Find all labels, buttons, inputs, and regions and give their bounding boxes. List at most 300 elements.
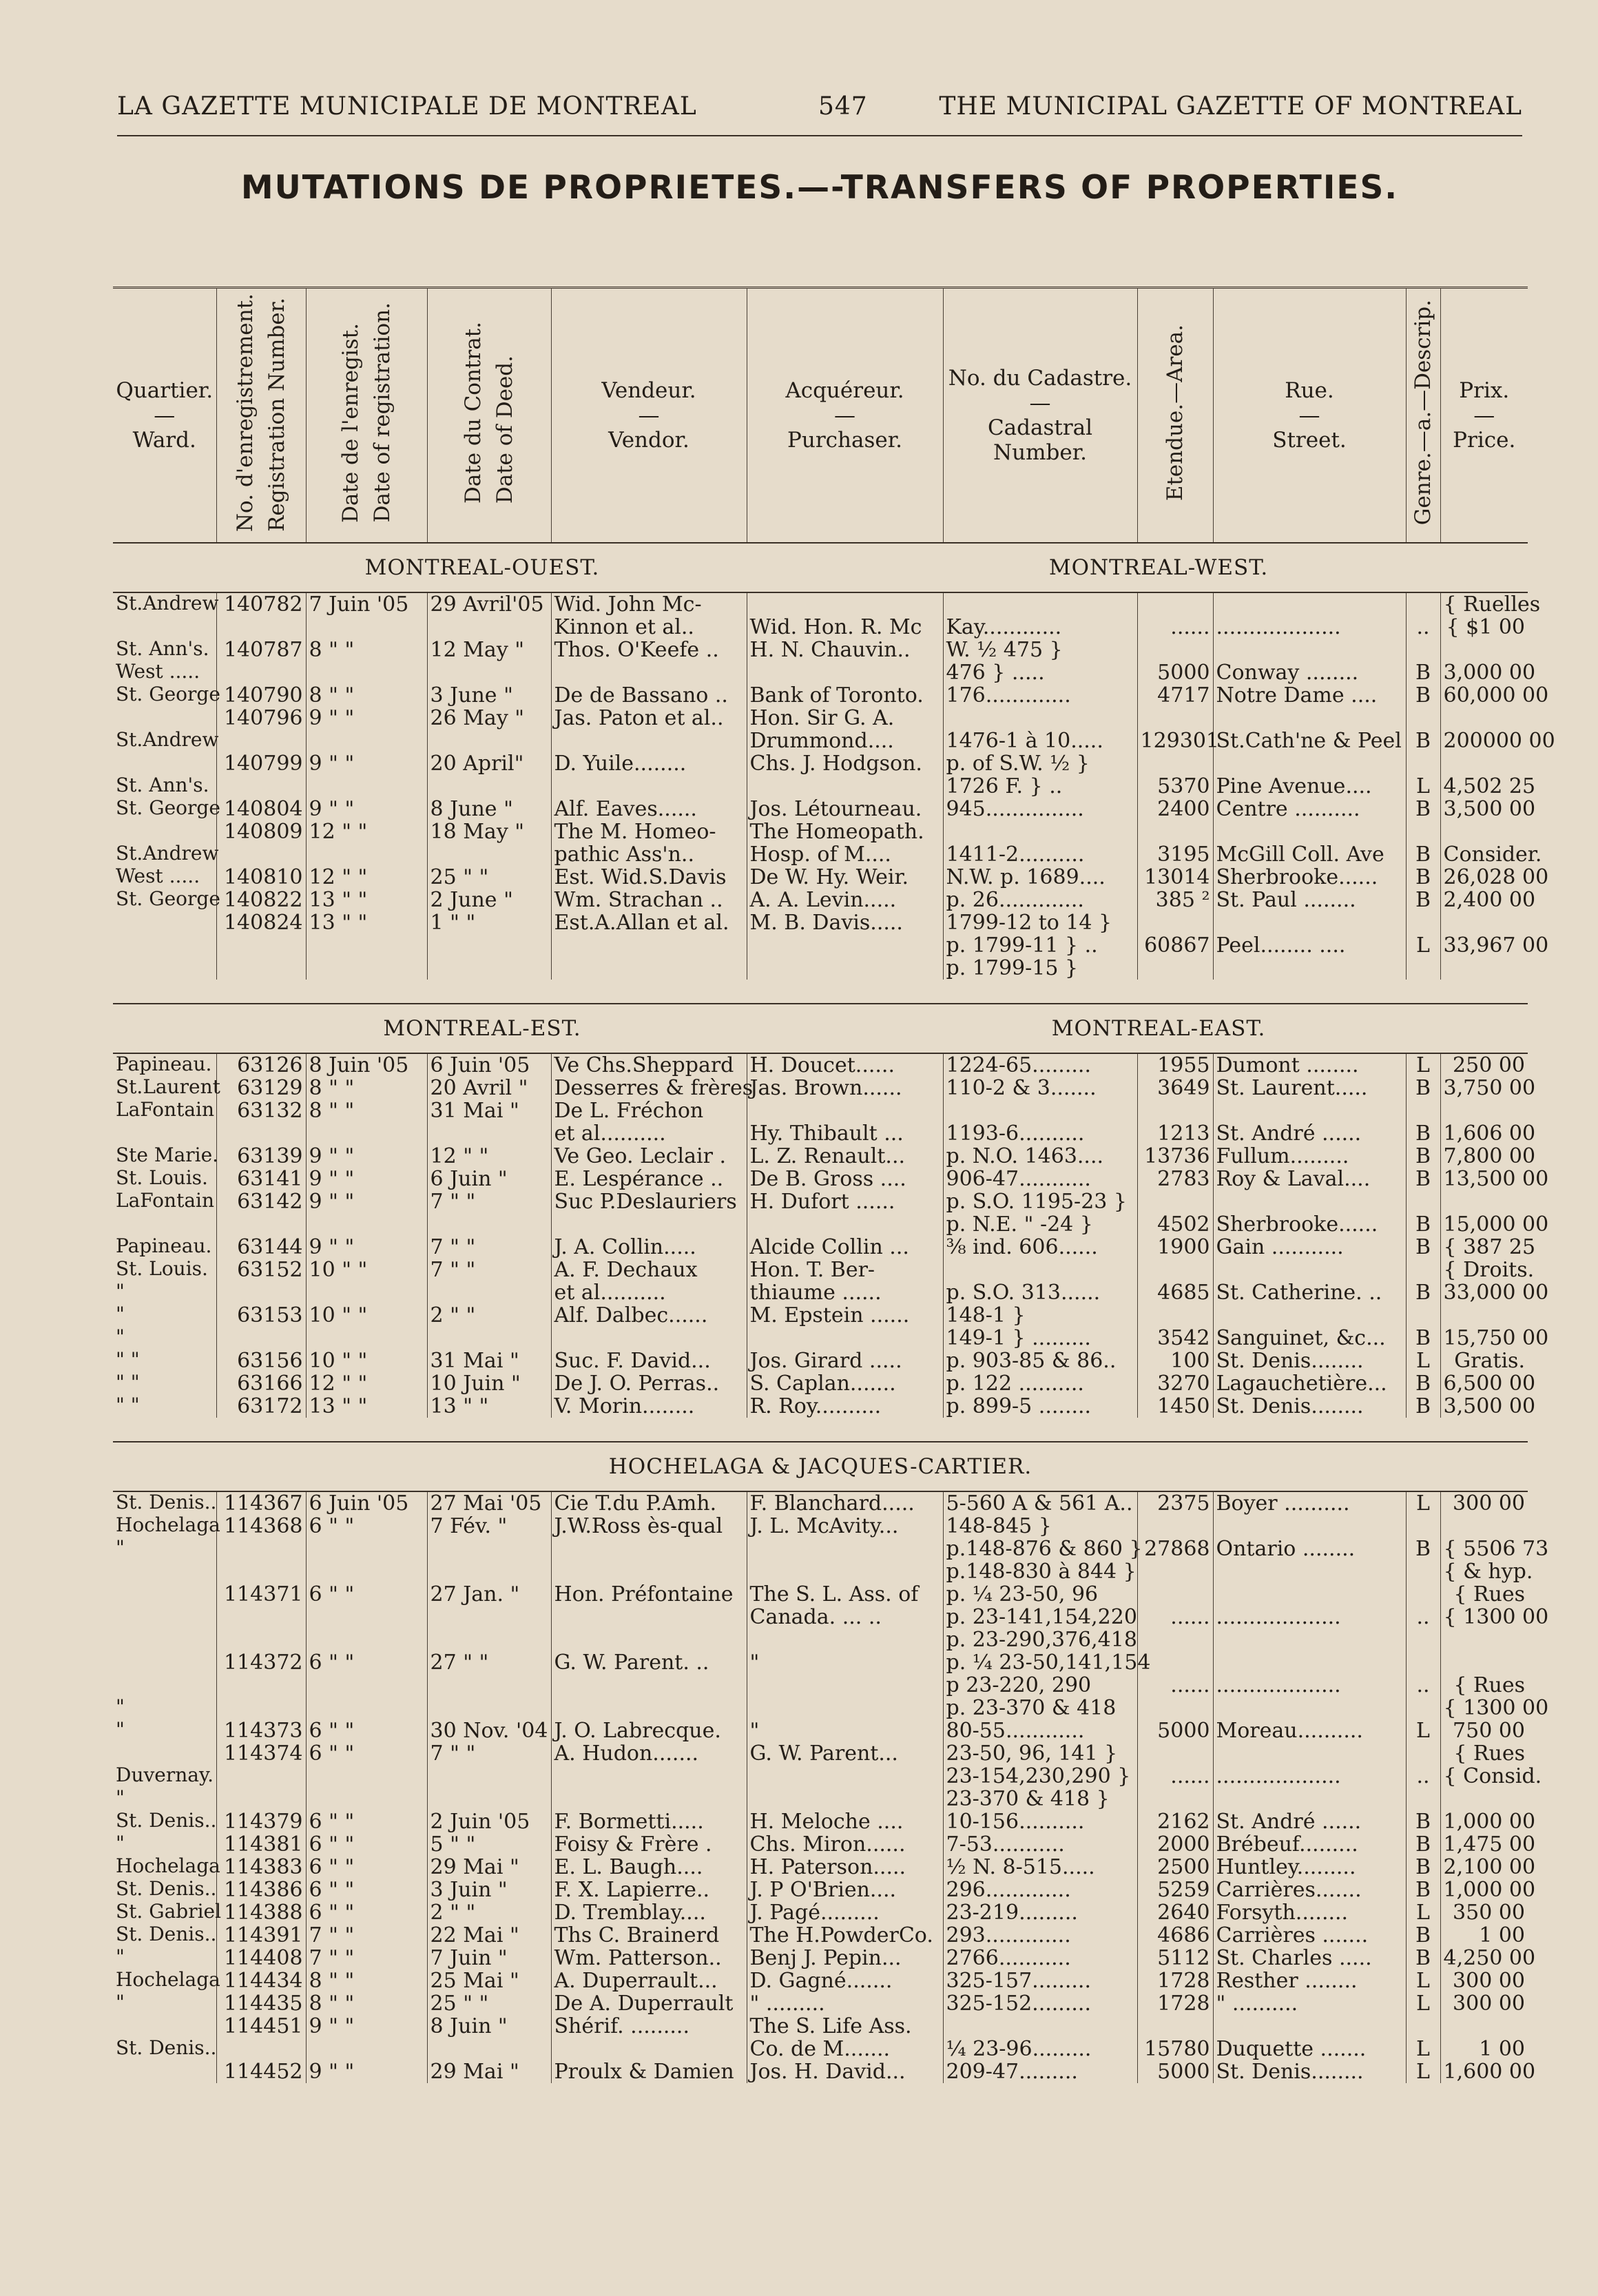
- table-row: [113, 1168, 1528, 1190]
- vendor-cell: [551, 1697, 747, 1719]
- table-row: [113, 866, 1528, 889]
- table-row: [113, 1583, 1528, 1606]
- street-cell: Carrières .......: [1213, 1924, 1406, 1947]
- registration-date-cell: 6 " ": [306, 1901, 427, 1924]
- purchaser-cell: Alcide Collin ...: [747, 1236, 943, 1259]
- price-cell: { $1 00: [1440, 616, 1528, 639]
- registration-date-cell: 8 " ": [306, 1077, 427, 1099]
- street-cell: St.Cath'ne & Peel: [1213, 730, 1406, 752]
- deed-date-cell: [427, 1122, 551, 1145]
- table-row: [113, 2038, 1528, 2060]
- cadastre-cell: 80-55............: [943, 1719, 1137, 1742]
- genre-cell: [1406, 707, 1440, 730]
- area-cell: [1137, 707, 1213, 730]
- area-cell: [1137, 1742, 1213, 1765]
- registration-number-cell: [216, 1788, 306, 1810]
- vendor-cell: Kinnon et al..: [551, 616, 747, 639]
- ward-cell: St. Denis..: [116, 1877, 217, 1900]
- section-label-en: MONTREAL-WEST.: [1048, 555, 1269, 580]
- vendor-cell: Wid. John Mc-: [551, 592, 747, 616]
- table-row: [113, 1281, 1528, 1304]
- street-cell: ...................: [1213, 1674, 1406, 1697]
- table-row: [113, 820, 1528, 843]
- table-row: [113, 911, 1528, 934]
- price-cell: 33,000 00: [1440, 1281, 1528, 1304]
- vendor-cell: [551, 1560, 747, 1583]
- purchaser-cell: The S. L. Ass. of: [747, 1583, 943, 1606]
- ward-cell: West .....: [116, 660, 200, 683]
- deed-date-cell: [427, 775, 551, 798]
- ward-cell: St. Denis..: [116, 1809, 217, 1832]
- table-row: [113, 775, 1528, 798]
- cadastre-cell: 23-50, 96, 141 }: [943, 1742, 1137, 1765]
- cadastre-cell: 1476-1 à 10.....: [943, 730, 1137, 752]
- table-row: [113, 1947, 1528, 1969]
- cadastre-cell: 149-1 } .........: [943, 1327, 1137, 1349]
- registration-date-cell: 9 " ": [306, 2060, 427, 2083]
- street-cell: [1213, 957, 1406, 980]
- table-row: [113, 1259, 1528, 1281]
- area-cell: 5259: [1137, 1879, 1213, 1901]
- purchaser-cell: The S. Life Ass.: [747, 2015, 943, 2038]
- street-cell: Sherbrooke......: [1213, 1213, 1406, 1236]
- area-cell: 13014: [1137, 866, 1213, 889]
- deed-date-cell: 3 June ": [427, 684, 551, 707]
- price-cell: 4,502 25: [1440, 775, 1528, 798]
- cadastre-cell: 293.............: [943, 1924, 1137, 1947]
- registration-date-cell: [306, 1560, 427, 1583]
- street-cell: ...................: [1213, 616, 1406, 639]
- price-cell: [1440, 957, 1528, 980]
- table-row: [113, 661, 1528, 684]
- registration-date-cell: 6 Juin '05: [306, 1491, 427, 1515]
- registration-number-cell: 114383: [216, 1856, 306, 1879]
- genre-cell: [1406, 1651, 1440, 1674]
- price-cell: 3,750 00: [1440, 1077, 1528, 1099]
- ward-cell: St.Andrew: [116, 592, 219, 614]
- ward-cell: St.Laurent: [116, 1075, 220, 1098]
- ward-cell: ": [116, 1991, 125, 2014]
- price-cell: [1440, 911, 1528, 934]
- purchaser-cell: [747, 592, 943, 616]
- price-cell: { Ruelles: [1440, 592, 1528, 616]
- vendor-cell: [551, 1628, 747, 1651]
- purchaser-cell: Co. de M.......: [747, 2038, 943, 2060]
- price-cell: 1,600 00: [1440, 2060, 1528, 2083]
- deed-date-cell: 1 " ": [427, 911, 551, 934]
- registration-date-cell: 7 " ": [306, 1947, 427, 1969]
- vendor-cell: J.W.Ross ès-qual: [551, 1515, 747, 1538]
- price-cell: Consider.: [1440, 843, 1528, 866]
- vendor-cell: [551, 1765, 747, 1788]
- deed-date-cell: 25 " ": [427, 1992, 551, 2015]
- purchaser-cell: A. A. Levin.....: [747, 889, 943, 911]
- deed-date-cell: 8 June ": [427, 798, 551, 820]
- registration-number-cell: [216, 1674, 306, 1697]
- cadastre-cell: p. 1799-11 } ..: [943, 934, 1137, 957]
- section-gap: [113, 1418, 1528, 1442]
- price-cell: 300 00: [1440, 1992, 1528, 2015]
- area-cell: 2640: [1137, 1901, 1213, 1924]
- street-cell: [1213, 1651, 1406, 1674]
- street-cell: [1213, 1190, 1406, 1213]
- price-cell: { Rues: [1440, 1583, 1528, 1606]
- area-cell: 4685: [1137, 1281, 1213, 1304]
- table-row: [113, 1742, 1528, 1765]
- ward-cell: St. Gabriel: [116, 1900, 222, 1923]
- purchaser-cell: De W. Hy. Weir.: [747, 866, 943, 889]
- purchaser-cell: [747, 1697, 943, 1719]
- vendor-cell: Suc P.Deslauriers: [551, 1190, 747, 1213]
- registration-number-cell: 114373: [216, 1719, 306, 1742]
- street-cell: St. Denis........: [1213, 1395, 1406, 1418]
- purchaser-cell: [747, 1327, 943, 1349]
- ward-cell: West .....: [116, 865, 200, 887]
- genre-cell: L: [1406, 1901, 1440, 1924]
- deed-date-cell: 20 Avril ": [427, 1077, 551, 1099]
- genre-cell: B: [1406, 1879, 1440, 1901]
- cadastre-cell: 325-157.........: [943, 1969, 1137, 1992]
- cadastre-cell: 1411-2..........: [943, 843, 1137, 866]
- area-cell: [1137, 2015, 1213, 2038]
- registration-number-cell: 114381: [216, 1833, 306, 1856]
- genre-cell: B: [1406, 1924, 1440, 1947]
- ward-cell: St. George: [116, 796, 220, 819]
- ward-cell: St. Ann's.: [116, 774, 209, 796]
- table-row: [113, 957, 1528, 980]
- genre-cell: B: [1406, 1395, 1440, 1418]
- genre-cell: L: [1406, 1349, 1440, 1372]
- genre-cell: L: [1406, 1719, 1440, 1742]
- vendor-cell: De J. O. Perras..: [551, 1372, 747, 1395]
- registration-date-cell: 6 " ": [306, 1856, 427, 1879]
- ward-cell: Ste Marie.: [116, 1144, 219, 1166]
- registration-number-cell: [216, 1327, 306, 1349]
- table-row: [113, 707, 1528, 730]
- purchaser-cell: Chs. J. Hodgson.: [747, 752, 943, 775]
- registration-date-cell: 9 " ": [306, 1168, 427, 1190]
- area-cell: 129301: [1137, 730, 1213, 752]
- ward-cell: Hochelaga: [116, 1854, 220, 1877]
- cadastre-cell: ½ N. 8-515.....: [943, 1856, 1137, 1879]
- area-cell: [1137, 820, 1213, 843]
- vendor-cell: J. A. Collin.....: [551, 1236, 747, 1259]
- area-cell: 1900: [1137, 1236, 1213, 1259]
- deed-date-cell: [427, 1560, 551, 1583]
- street-cell: St. Catherine. ..: [1213, 1281, 1406, 1304]
- cadastre-cell: 148-1 }: [943, 1304, 1137, 1327]
- area-cell: 5000: [1137, 661, 1213, 684]
- deed-date-cell: 7 Fév. ": [427, 1515, 551, 1538]
- price-cell: Gratis.: [1440, 1349, 1528, 1372]
- street-cell: Forsyth........: [1213, 1901, 1406, 1924]
- ward-cell: Duvernay.: [116, 1764, 214, 1786]
- table-row: [113, 1697, 1528, 1719]
- cadastre-cell: 23-370 & 418 }: [943, 1788, 1137, 1810]
- registration-date-cell: [306, 730, 427, 752]
- area-cell: [1137, 1190, 1213, 1213]
- street-cell: McGill Coll. Ave: [1213, 843, 1406, 866]
- price-cell: 1 00: [1440, 2038, 1528, 2060]
- table-header-row: [113, 288, 1528, 544]
- registration-number-cell: 63153: [216, 1304, 306, 1327]
- deed-date-cell: 12 " ": [427, 1145, 551, 1168]
- col-registration-number: No. d'enregistrement. Registration Number.: [216, 288, 306, 544]
- vendor-cell: D. Yuile........: [551, 752, 747, 775]
- purchaser-cell: Jos. Létourneau.: [747, 798, 943, 820]
- deed-date-cell: 27 " ": [427, 1651, 551, 1674]
- purchaser-cell: Jas. Brown......: [747, 1077, 943, 1099]
- registration-number-cell: 114452: [216, 2060, 306, 2083]
- cadastre-cell: [943, 592, 1137, 616]
- purchaser-cell: [747, 1674, 943, 1697]
- registration-number-cell: 114388: [216, 1901, 306, 1924]
- vendor-cell: F. Bormetti.....: [551, 1810, 747, 1833]
- purchaser-cell: H. N. Chauvin..: [747, 639, 943, 661]
- area-cell: [1137, 1788, 1213, 1810]
- vendor-cell: Wm. Strachan ..: [551, 889, 747, 911]
- genre-cell: B: [1406, 843, 1440, 866]
- price-cell: 6,500 00: [1440, 1372, 1528, 1395]
- table-row: [113, 1606, 1528, 1628]
- cadastre-cell: 5-560 A & 561 A..: [943, 1491, 1137, 1515]
- cadastre-cell: p. ¼ 23-50, 96: [943, 1583, 1137, 1606]
- price-cell: 250 00: [1440, 1053, 1528, 1077]
- cadastre-cell: 7-53...........: [943, 1833, 1137, 1856]
- registration-number-cell: [216, 2038, 306, 2060]
- section-heading-row: [113, 543, 1528, 592]
- purchaser-cell: D. Gagné.......: [747, 1969, 943, 1992]
- cadastre-cell: p. N.O. 1463....: [943, 1145, 1137, 1168]
- ward-cell: ": [116, 1832, 125, 1854]
- purchaser-cell: [747, 775, 943, 798]
- purchaser-cell: Bank of Toronto.: [747, 684, 943, 707]
- deed-date-cell: 25 Mai ": [427, 1969, 551, 1992]
- cadastre-cell: ⅜ ind. 606......: [943, 1236, 1137, 1259]
- area-cell: 2500: [1137, 1856, 1213, 1879]
- vendor-cell: [551, 957, 747, 980]
- street-cell: Carrières.......: [1213, 1879, 1406, 1901]
- genre-cell: B: [1406, 661, 1440, 684]
- area-cell: [1137, 1628, 1213, 1651]
- genre-cell: [1406, 1628, 1440, 1651]
- street-cell: [1213, 1304, 1406, 1327]
- registration-date-cell: 10 " ": [306, 1349, 427, 1372]
- cadastre-cell: p. 23-290,376,418: [943, 1628, 1137, 1651]
- genre-cell: [1406, 1788, 1440, 1810]
- ward-cell: [113, 2060, 216, 2083]
- registration-date-cell: 7 " ": [306, 1924, 427, 1947]
- vendor-cell: [551, 1674, 747, 1697]
- area-cell: 3195: [1137, 843, 1213, 866]
- vendor-cell: Est. Wid.S.Davis: [551, 866, 747, 889]
- cadastre-cell: p. ¼ 23-50,141,154: [943, 1651, 1137, 1674]
- street-cell: [1213, 1742, 1406, 1765]
- purchaser-cell: Jos. Girard .....: [747, 1349, 943, 1372]
- price-cell: 33,967 00: [1440, 934, 1528, 957]
- genre-cell: ..: [1406, 1765, 1440, 1788]
- purchaser-cell: Hon. T. Ber-: [747, 1259, 943, 1281]
- ward-cell: ": [116, 1695, 125, 1718]
- area-cell: 1728: [1137, 1992, 1213, 2015]
- cadastre-cell: p. S.O. 313......: [943, 1281, 1137, 1304]
- registration-date-cell: [306, 934, 427, 957]
- registration-number-cell: 114367: [216, 1491, 306, 1515]
- registration-number-cell: 140810: [216, 866, 306, 889]
- deed-date-cell: 18 May ": [427, 820, 551, 843]
- purchaser-cell: Chs. Miron......: [747, 1833, 943, 1856]
- genre-cell: ..: [1406, 1674, 1440, 1697]
- purchaser-cell: [747, 1560, 943, 1583]
- area-cell: 5000: [1137, 1719, 1213, 1742]
- registration-number-cell: 63142: [216, 1190, 306, 1213]
- cadastre-cell: p.148-830 à 844 }: [943, 1560, 1137, 1583]
- table-row: [113, 1992, 1528, 2015]
- deed-date-cell: 13 " ": [427, 1395, 551, 1418]
- area-cell: ......: [1137, 616, 1213, 639]
- col-registration-date: Date de l'enregist. Date of registration.: [306, 288, 427, 544]
- purchaser-cell: [747, 1538, 943, 1560]
- registration-number-cell: [216, 934, 306, 957]
- table-row: [113, 2060, 1528, 2083]
- col-area: Etendue.—Area.: [1137, 288, 1213, 544]
- area-cell: [1137, 1697, 1213, 1719]
- registration-number-cell: 114451: [216, 2015, 306, 2038]
- purchaser-cell: Hosp. of M....: [747, 843, 943, 866]
- cadastre-cell: 2766...........: [943, 1947, 1137, 1969]
- registration-date-cell: 13 " ": [306, 1395, 427, 1418]
- deed-date-cell: [427, 2038, 551, 2060]
- genre-cell: B: [1406, 1213, 1440, 1236]
- ward-cell: St. Ann's.: [116, 637, 209, 660]
- table-row: [113, 1924, 1528, 1947]
- ward-cell: [113, 1606, 216, 1628]
- ward-cell: Hochelaga: [116, 1968, 220, 1991]
- registration-date-cell: 6 " ": [306, 1515, 427, 1538]
- registration-date-cell: 9 " ": [306, 798, 427, 820]
- vendor-cell: A. F. Dechaux: [551, 1259, 747, 1281]
- registration-number-cell: [216, 616, 306, 639]
- table-row: [113, 1099, 1528, 1122]
- registration-number-cell: [216, 1213, 306, 1236]
- vendor-cell: [551, 2038, 747, 2060]
- vendor-cell: Cie T.du P.Amh.: [551, 1491, 747, 1515]
- genre-cell: B: [1406, 1372, 1440, 1395]
- deed-date-cell: 5 " ": [427, 1833, 551, 1856]
- registration-date-cell: 8 " ": [306, 1992, 427, 2015]
- price-cell: 1 00: [1440, 1924, 1528, 1947]
- registration-number-cell: 63126: [216, 1053, 306, 1077]
- price-cell: 1,475 00: [1440, 1833, 1528, 1856]
- street-cell: St. Charles .....: [1213, 1947, 1406, 1969]
- purchaser-cell: L. Z. Renault...: [747, 1145, 943, 1168]
- gazette-page: [103, 69, 1555, 2259]
- area-cell: 4502: [1137, 1213, 1213, 1236]
- genre-cell: B: [1406, 1145, 1440, 1168]
- deed-date-cell: [427, 843, 551, 866]
- street-cell: [1213, 1099, 1406, 1122]
- registration-number-cell: [216, 1538, 306, 1560]
- price-cell: 300 00: [1440, 1491, 1528, 1515]
- deed-date-cell: [427, 1538, 551, 1560]
- street-cell: [1213, 752, 1406, 775]
- registration-number-cell: [216, 1560, 306, 1583]
- ward-cell: Papineau.: [116, 1053, 212, 1075]
- area-cell: 1450: [1137, 1395, 1213, 1418]
- section-label-fr: MONTREAL-OUEST.: [364, 555, 600, 580]
- area-cell: 3270: [1137, 1372, 1213, 1395]
- vendor-cell: De L. Fréchon: [551, 1099, 747, 1122]
- registration-number-cell: 63156: [216, 1349, 306, 1372]
- registration-number-cell: 140782: [216, 592, 306, 616]
- purchaser-cell: thiaume ......: [747, 1281, 943, 1304]
- area-cell: 385 ²: [1137, 889, 1213, 911]
- price-cell: [1440, 707, 1528, 730]
- street-cell: [1213, 2015, 1406, 2038]
- price-cell: [1440, 1099, 1528, 1122]
- price-cell: { 1300 00: [1440, 1697, 1528, 1719]
- genre-cell: [1406, 1742, 1440, 1765]
- registration-number-cell: 114434: [216, 1969, 306, 1992]
- area-cell: 4717: [1137, 684, 1213, 707]
- cadastre-cell: p. of S.W. ½ }: [943, 752, 1137, 775]
- deed-date-cell: [427, 1697, 551, 1719]
- cadastre-cell: p. 26.............: [943, 889, 1137, 911]
- cadastre-cell: 1224-65.........: [943, 1053, 1137, 1077]
- genre-cell: [1406, 1099, 1440, 1122]
- area-cell: 1955: [1137, 1053, 1213, 1077]
- registration-number-cell: 63132: [216, 1099, 306, 1122]
- vendor-cell: Shérif. .........: [551, 2015, 747, 2038]
- price-cell: [1440, 639, 1528, 661]
- table-row: [113, 1879, 1528, 1901]
- transfers-table: [113, 287, 1555, 2084]
- deed-date-cell: [427, 1765, 551, 1788]
- ward-cell: [113, 2015, 216, 2038]
- purchaser-cell: Hon. Sir G. A.: [747, 707, 943, 730]
- genre-cell: B: [1406, 1810, 1440, 1833]
- genre-cell: B: [1406, 889, 1440, 911]
- table-row: [113, 1719, 1528, 1742]
- deed-date-cell: 2 Juin '05: [427, 1810, 551, 1833]
- vendor-cell: [551, 934, 747, 957]
- price-cell: { 387 25: [1440, 1236, 1528, 1259]
- price-cell: 13,500 00: [1440, 1168, 1528, 1190]
- genre-cell: B: [1406, 866, 1440, 889]
- street-cell: [1213, 1628, 1406, 1651]
- street-cell: Pine Avenue....: [1213, 775, 1406, 798]
- purchaser-cell: Drummond....: [747, 730, 943, 752]
- registration-number-cell: [216, 775, 306, 798]
- vendor-cell: [551, 1788, 747, 1810]
- table-row: [113, 1628, 1528, 1651]
- area-cell: [1137, 752, 1213, 775]
- registration-number-cell: 63129: [216, 1077, 306, 1099]
- table-row: [113, 1053, 1528, 1077]
- area-cell: [1137, 592, 1213, 616]
- area-cell: [1137, 1583, 1213, 1606]
- vendor-cell: Thos. O'Keefe ..: [551, 639, 747, 661]
- ward-cell: [113, 1583, 216, 1606]
- registration-date-cell: [306, 1538, 427, 1560]
- genre-cell: B: [1406, 1122, 1440, 1145]
- price-cell: 2,100 00: [1440, 1856, 1528, 1879]
- deed-date-cell: 6 Juin ": [427, 1168, 551, 1190]
- street-cell: Fullum.........: [1213, 1145, 1406, 1168]
- table-row: [113, 1560, 1528, 1583]
- price-cell: [1440, 752, 1528, 775]
- registration-number-cell: [216, 1606, 306, 1628]
